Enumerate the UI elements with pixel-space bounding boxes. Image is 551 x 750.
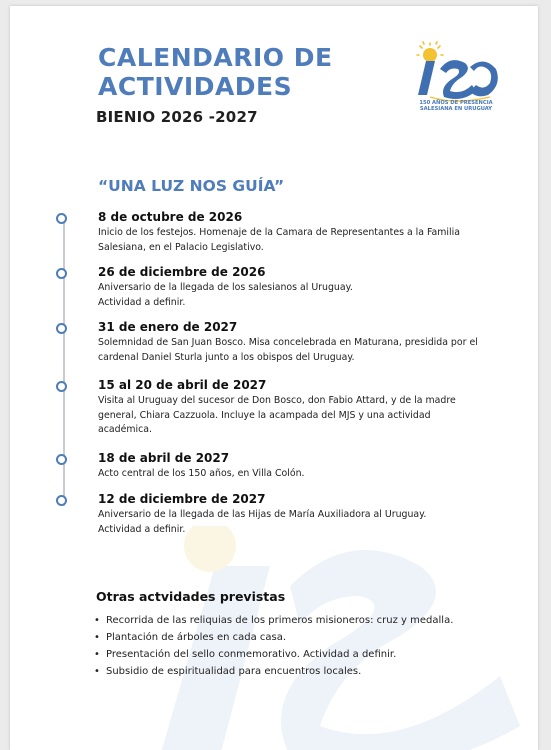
- list-item: • Plantación de árboles en cada casa.: [92, 629, 453, 646]
- logo-caption-line-2: SALESIANA EN URUGUAY: [419, 106, 493, 112]
- document-page: [10, 6, 538, 750]
- timeline-event: [98, 209, 518, 255]
- event-description: Aniversario de la llegada de las Hijas de María Auxiliadora al Uruguay. Actividad a definir.: [98, 509, 427, 535]
- event-date: 8 de octubre de 2026: [98, 210, 243, 224]
- page-subtitle: BIENIO 2026 -2027: [96, 108, 258, 126]
- event-date: 26 de diciembre de 2026: [98, 265, 266, 279]
- event-date: 15 al 20 de abril de 2027: [98, 378, 267, 392]
- title-line-1: CALENDARIO DE: [98, 43, 333, 72]
- timeline-dot-icon: [56, 454, 67, 465]
- sun-icon: [417, 42, 443, 62]
- event-description: Aniversario de la llegada de los salesianos al Uruguay. Actividad a definir.: [98, 282, 353, 308]
- timeline-event: [98, 377, 518, 438]
- motto: “UNA LUZ NOS GUÍA”: [98, 177, 285, 195]
- event-description: Visita al Uruguay del sucesor de Don Bosco, don Fabio Attard, y de la madre general, Chiara Cazzuola. Incluye la acampada del MJS y una actividad académica.: [98, 395, 456, 436]
- timeline-event: [98, 450, 518, 482]
- list-item: • Recorrida de las reliquias de los primeros misioneros: cruz y medalla.: [92, 612, 453, 629]
- event-date: 31 de enero de 2027: [98, 320, 238, 334]
- timeline-event: [98, 319, 518, 365]
- other-activities-list: [92, 612, 453, 680]
- timeline-dot-icon: [56, 323, 67, 334]
- event-description: Inicio de los festejos. Homenaje de la Camara de Representantes a la Familia Salesiana, en el Palacio Legislativo.: [98, 227, 460, 253]
- logo-caption-line-1: 150 AÑOS DE PRESENCIA: [419, 100, 493, 106]
- event-description: Solemnidad de San Juan Bosco. Misa concelebrada en Maturana, presidida por el cardenal Daniel Sturla junto a los obispos del Uruguay.: [98, 337, 478, 363]
- list-item: • Subsidio de espiritualidad para encuentros locales.: [92, 663, 453, 680]
- page-title: [98, 43, 333, 101]
- title-line-2: ACTIVIDADES: [98, 72, 293, 101]
- timeline-dot-icon: [56, 381, 67, 392]
- event-date: 18 de abril de 2027: [98, 451, 230, 465]
- timeline-dot-icon: [56, 495, 67, 506]
- list-item: • Presentación del sello conmemorativo. Actividad a definir.: [92, 646, 453, 663]
- event-date: 12 de diciembre de 2027: [98, 492, 266, 506]
- timeline-dot-icon: [56, 213, 67, 224]
- other-activities-heading: Otras actvidades previstas: [96, 589, 286, 604]
- timeline-dot-icon: [56, 268, 67, 279]
- logo-caption: [408, 100, 504, 112]
- timeline-event: [98, 264, 518, 310]
- event-description: Acto central de los 150 años, en Villa Colón.: [98, 468, 305, 479]
- timeline-event: [98, 491, 518, 537]
